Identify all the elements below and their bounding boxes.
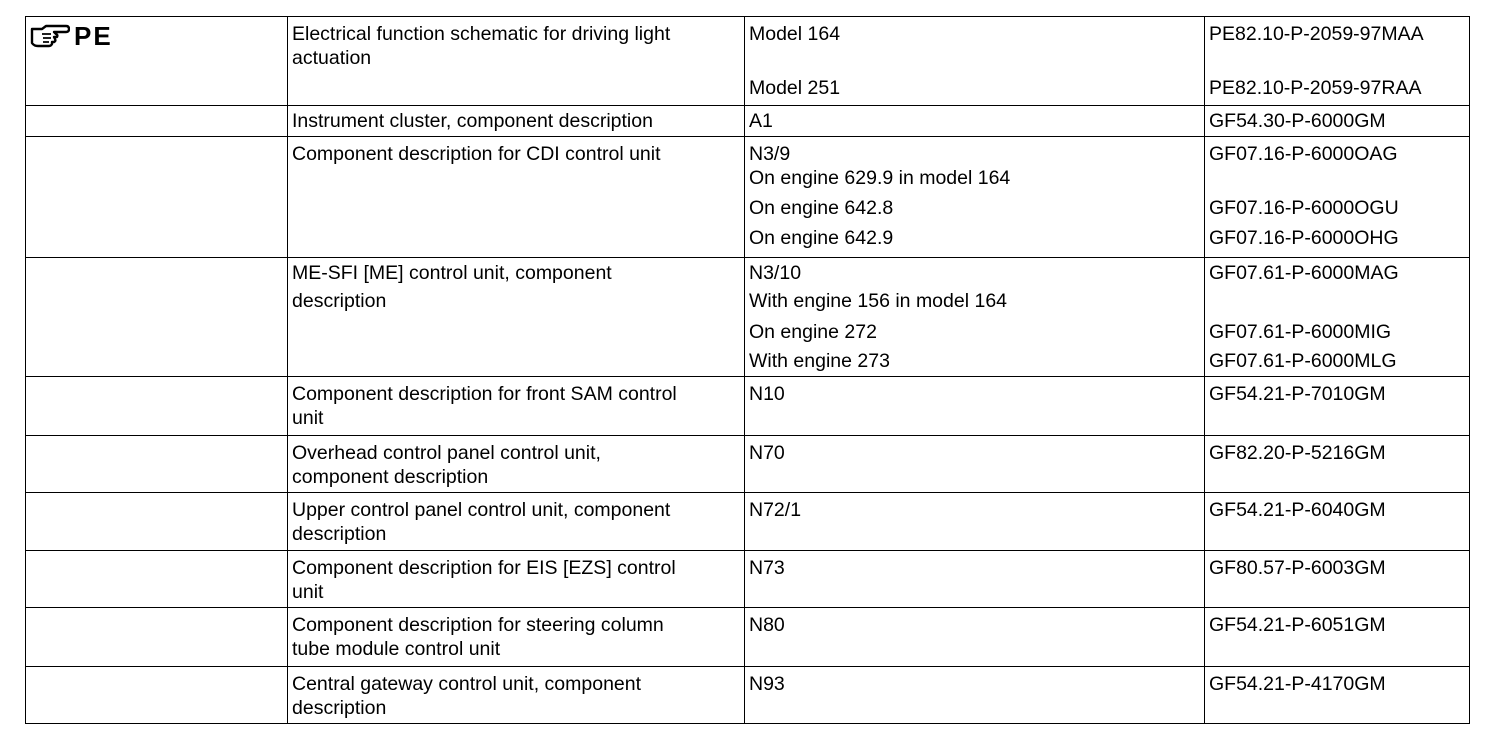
table-row bbox=[26, 608, 1470, 667]
reference-line: N72/1 bbox=[749, 499, 802, 521]
document-cell bbox=[1205, 493, 1470, 551]
reference-table bbox=[25, 16, 1470, 724]
tag-label: PE bbox=[74, 21, 113, 51]
table-row bbox=[26, 106, 1470, 137]
description-cell bbox=[288, 608, 745, 667]
document-id: GF80.57-P-6003GM bbox=[1209, 557, 1386, 579]
tag-cell bbox=[26, 17, 288, 106]
reference-line: On engine 642.9 bbox=[749, 227, 894, 249]
table-row bbox=[26, 17, 1470, 106]
reference-cell bbox=[745, 551, 1205, 608]
description-cell bbox=[288, 137, 745, 258]
document-id: GF82.20-P-5216GM bbox=[1209, 442, 1386, 464]
reference-line: On engine 629.9 in model 164 bbox=[749, 167, 1011, 189]
description-line: tube module control unit bbox=[292, 638, 501, 660]
document-id: GF07.61-P-6000MIG bbox=[1209, 321, 1392, 343]
document-id: PE82.10-P-2059-97RAA bbox=[1209, 77, 1422, 99]
description-cell bbox=[288, 106, 745, 137]
table-row bbox=[26, 493, 1470, 551]
reference-cell bbox=[745, 137, 1205, 258]
reference-line: With engine 156 in model 164 bbox=[749, 290, 1008, 312]
description-line: actuation bbox=[292, 47, 372, 69]
document-id bbox=[1209, 289, 1465, 320]
description-cell bbox=[288, 377, 745, 436]
description-cell bbox=[288, 17, 745, 106]
pointing-hand-icon bbox=[30, 23, 70, 49]
document-cell bbox=[1205, 436, 1470, 493]
description-cell bbox=[288, 667, 745, 724]
table-row bbox=[26, 551, 1470, 608]
reference-cell bbox=[745, 667, 1205, 724]
reference-line: N73 bbox=[749, 557, 785, 579]
description-line: unit bbox=[292, 581, 324, 603]
document-id bbox=[1209, 166, 1465, 196]
table-row bbox=[26, 377, 1470, 436]
description-line: Upper control panel control unit, component bbox=[292, 499, 671, 521]
description-line: Electrical function schematic for driving light bbox=[292, 23, 671, 45]
document-id: GF07.16-P-6000OHG bbox=[1209, 227, 1399, 249]
document-id: GF54.21-P-6051GM bbox=[1209, 614, 1386, 636]
table-row bbox=[26, 137, 1470, 258]
description-line: ME-SFI [ME] control unit, component bbox=[292, 262, 612, 284]
document-cell bbox=[1205, 258, 1470, 377]
document-cell bbox=[1205, 608, 1470, 667]
description-cell bbox=[288, 551, 745, 608]
table-row bbox=[26, 436, 1470, 493]
document-cell bbox=[1205, 137, 1470, 258]
description-line: Component description for front SAM control bbox=[292, 383, 677, 405]
reference-line: With engine 273 bbox=[749, 350, 890, 372]
description-line: description bbox=[292, 697, 387, 719]
reference-cell bbox=[745, 106, 1205, 137]
reference-line: Model 251 bbox=[749, 77, 841, 99]
reference-cell bbox=[745, 258, 1205, 377]
description-line: component description bbox=[292, 466, 489, 488]
description-line: description bbox=[292, 523, 387, 545]
description-line: Component description for steering column bbox=[292, 614, 664, 636]
description-line: description bbox=[292, 290, 387, 312]
description-cell bbox=[288, 436, 745, 493]
document-id: GF07.16-P-6000OAG bbox=[1209, 143, 1398, 165]
document-id: GF54.30-P-6000GM bbox=[1209, 110, 1386, 132]
document-id: GF07.16-P-6000OGU bbox=[1209, 197, 1399, 219]
document-cell bbox=[1205, 667, 1470, 724]
reference-line: N10 bbox=[749, 383, 785, 405]
reference-cell bbox=[745, 436, 1205, 493]
reference-cell bbox=[745, 17, 1205, 106]
description-line: Central gateway control unit, component bbox=[292, 673, 642, 695]
table-row bbox=[26, 667, 1470, 724]
table-row bbox=[26, 258, 1470, 377]
document-id: PE82.10-P-2059-97MAA bbox=[1209, 23, 1424, 45]
document-id bbox=[1209, 46, 1465, 76]
document-id: GF54.21-P-6040GM bbox=[1209, 499, 1386, 521]
document-cell bbox=[1205, 377, 1470, 436]
document-id: GF54.21-P-7010GM bbox=[1209, 383, 1386, 405]
reference-line: N3/9 bbox=[749, 143, 791, 165]
reference-cell bbox=[745, 377, 1205, 436]
description-cell bbox=[288, 258, 745, 377]
document-cell bbox=[1205, 17, 1470, 106]
description-line: unit bbox=[292, 407, 324, 429]
document-cell bbox=[1205, 551, 1470, 608]
reference-line: N70 bbox=[749, 442, 785, 464]
reference-line: On engine 642.8 bbox=[749, 197, 894, 219]
reference-line: N3/10 bbox=[749, 262, 802, 284]
document-id: GF54.21-P-4170GM bbox=[1209, 673, 1386, 695]
document-cell bbox=[1205, 106, 1470, 137]
description-line: Component description for EIS [EZS] control bbox=[292, 557, 676, 579]
reference-line: N93 bbox=[749, 673, 785, 695]
reference-line bbox=[749, 46, 1200, 76]
reference-line: A1 bbox=[749, 110, 773, 132]
description-line: Instrument cluster, component description bbox=[292, 110, 653, 132]
description-cell bbox=[288, 493, 745, 551]
document-id: GF07.61-P-6000MLG bbox=[1209, 350, 1397, 372]
reference-cell bbox=[745, 608, 1205, 667]
description-line: Component description for CDI control unit bbox=[292, 143, 661, 165]
description-line: Overhead control panel control unit, bbox=[292, 442, 601, 464]
reference-line: Model 164 bbox=[749, 23, 841, 45]
document-id: GF07.61-P-6000MAG bbox=[1209, 262, 1399, 284]
reference-line: On engine 272 bbox=[749, 321, 877, 343]
reference-cell bbox=[745, 493, 1205, 551]
reference-line: N80 bbox=[749, 614, 785, 636]
